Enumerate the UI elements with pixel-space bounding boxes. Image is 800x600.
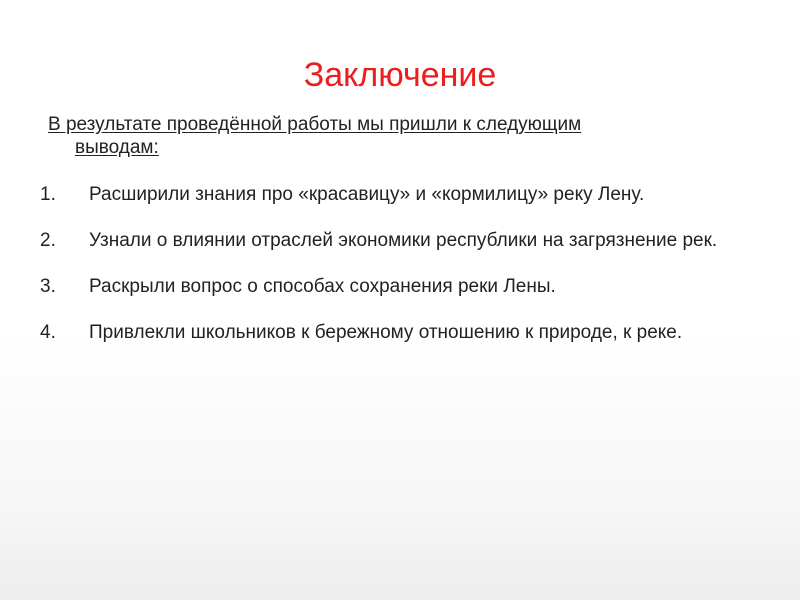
list-item-number: 1. [40, 184, 56, 205]
list-item-number: 4. [40, 322, 56, 343]
list-item [40, 275, 740, 298]
intro-line-2: выводам: [75, 137, 159, 158]
list-item [40, 183, 740, 206]
list-item-number: 3. [40, 276, 56, 297]
list-item-text: Привлекли школьников к бережному отношению к природе, к реке. [89, 322, 683, 343]
list-item [40, 321, 740, 344]
intro-text [48, 113, 688, 159]
conclusions-list [40, 183, 740, 344]
list-item-text: Расширили знания про «красавицу» и «кормилицу» реку Лену. [89, 184, 645, 205]
list-item-text: Раскрыли вопрос о способах сохранения реки Лены. [89, 276, 556, 297]
intro-line-1: В результате проведённой работы мы пришли к следующим [48, 114, 582, 135]
slide-title: Заключение [303, 56, 497, 94]
list-item [40, 229, 740, 252]
list-item-number: 2. [40, 230, 56, 251]
list-item-text: Узнали о влиянии отраслей экономики республики на загрязнение рек. [89, 230, 718, 251]
